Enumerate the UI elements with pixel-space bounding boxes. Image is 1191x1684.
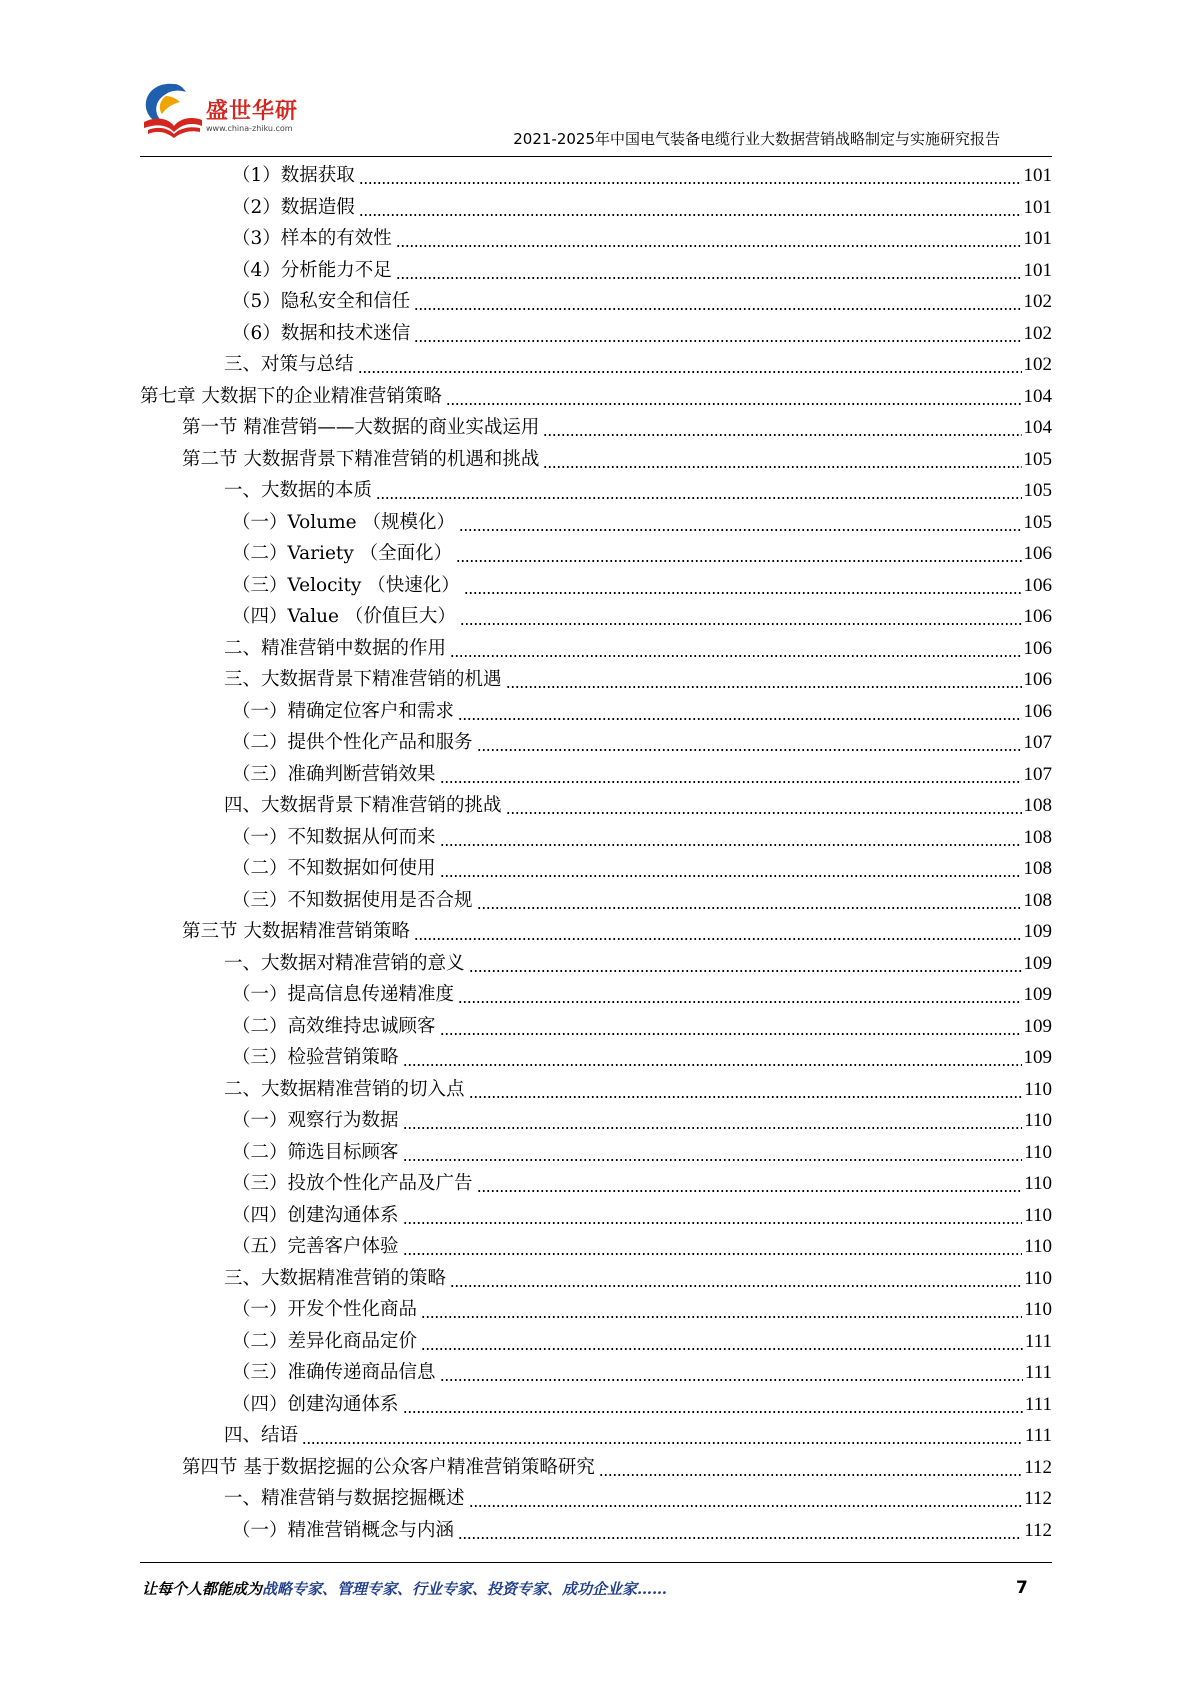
toc-entry-page: 106 [1023, 669, 1052, 690]
toc-leader-dots [440, 822, 1022, 854]
toc-entry[interactable] [140, 1137, 1052, 1169]
toc-entry[interactable] [140, 1011, 1052, 1043]
toc-entry-label: （二）Variety （全面化） [232, 543, 453, 564]
toc-entry-label: （三）准确判断营销效果 [232, 763, 436, 785]
toc-entry[interactable] [140, 570, 1052, 602]
toc-entry-page: 110 [1024, 1267, 1052, 1289]
toc-entry[interactable] [140, 948, 1052, 980]
toc-leader-dots [403, 1389, 1023, 1421]
toc-entry-page: 111 [1024, 1330, 1052, 1352]
toc-entry-page: 108 [1023, 858, 1052, 879]
toc-entry-page: 109 [1023, 984, 1052, 1005]
toc-entry-page: 109 [1023, 952, 1052, 974]
toc-entry[interactable] [140, 538, 1052, 570]
toc-entry-page: 106 [1023, 606, 1052, 627]
toc-entry-page: 101 [1023, 259, 1052, 281]
toc-entry-label: （四）Value （价值巨大） [232, 606, 456, 627]
logo-name: 盛世华研 [206, 99, 299, 124]
toc-entry-label: （三）Velocity （快速化） [232, 574, 460, 596]
toc-entry[interactable] [140, 192, 1052, 224]
toc-leader-dots [506, 664, 1022, 696]
toc-entry-page: 102 [1023, 354, 1052, 375]
toc-entry[interactable] [140, 1483, 1052, 1515]
toc-entry-label: 第四节 基于数据挖掘的公众客户精准营销策略研究 [182, 1456, 595, 1478]
toc-entry-page: 110 [1024, 1141, 1052, 1163]
toc-leader-dots [440, 1011, 1022, 1043]
toc-entry-label: （4）分析能力不足 [232, 259, 392, 281]
toc-entry[interactable] [140, 664, 1052, 696]
toc-entry-label: （1）数据获取 [232, 165, 355, 186]
toc-entry[interactable] [140, 885, 1052, 917]
toc-leader-dots [446, 381, 1022, 413]
toc-entry-page: 110 [1024, 1204, 1052, 1226]
toc-leader-dots [599, 1452, 1022, 1484]
toc-entry-page: 102 [1023, 291, 1052, 312]
toc-entry-label: （一）提高信息传递精准度 [232, 984, 455, 1005]
toc-entry-label: 二、大数据精准营销的切入点 [224, 1078, 465, 1100]
toc-entry-label: （二）高效维持忠诚顾客 [232, 1015, 436, 1037]
toc-entry-page: 101 [1023, 228, 1052, 249]
toc-leader-dots [414, 286, 1021, 318]
toc-entry-page: 111 [1024, 1425, 1052, 1446]
toc-entry-page: 106 [1023, 637, 1052, 659]
toc-entry[interactable] [140, 1515, 1052, 1547]
toc-entry-page: 105 [1023, 480, 1052, 501]
toc-entry-page: 112 [1024, 1488, 1052, 1509]
toc-entry-label: （四）创建沟通体系 [232, 1204, 399, 1226]
toc-entry-label: 一、大数据对精准营销的意义 [224, 952, 465, 974]
toc-entry[interactable] [140, 853, 1052, 885]
toc-leader-dots [456, 538, 1021, 570]
toc-entry[interactable] [140, 255, 1052, 287]
toc-leader-dots [403, 1137, 1023, 1169]
toc-entry[interactable] [140, 1074, 1052, 1106]
toc-entry-page: 110 [1024, 1236, 1052, 1257]
toc-entry-label: 第七章 大数据下的企业精准营销策略 [140, 385, 442, 407]
toc-entry-label: （一）不知数据从何而来 [232, 826, 436, 848]
page-number: 7 [1016, 1578, 1028, 1598]
toc-leader-dots [477, 1168, 1023, 1200]
toc-entry[interactable] [140, 1231, 1052, 1263]
toc-entry-page: 104 [1023, 417, 1052, 438]
toc-entry[interactable] [140, 160, 1052, 192]
toc-leader-dots [543, 412, 1021, 444]
toc-leader-dots [543, 444, 1021, 476]
toc-entry-label: 第二节 大数据背景下精准营销的机遇和挑战 [182, 448, 540, 470]
toc-entry-label: （三）不知数据使用是否合规 [232, 889, 473, 911]
toc-leader-dots [414, 916, 1022, 948]
toc-entry[interactable] [140, 286, 1052, 318]
table-of-contents [140, 160, 1052, 1546]
toc-entry[interactable] [140, 696, 1052, 728]
toc-entry-label: （三）准确传递商品信息 [232, 1362, 436, 1383]
toc-leader-dots [403, 1200, 1023, 1232]
toc-entry-page: 112 [1024, 1519, 1052, 1541]
toc-entry[interactable] [140, 759, 1052, 791]
toc-entry-page: 107 [1023, 763, 1052, 785]
toc-entry[interactable] [140, 1357, 1052, 1389]
toc-entry-label: 第三节 大数据精准营销策略 [182, 921, 410, 942]
toc-leader-dots [464, 570, 1022, 602]
toc-entry-page: 112 [1024, 1456, 1052, 1478]
toc-entry-label: （一）精准营销概念与内涵 [232, 1519, 455, 1541]
toc-entry[interactable] [140, 444, 1052, 476]
toc-entry-label: 一、精准营销与数据挖掘概述 [224, 1488, 465, 1509]
toc-entry-page: 105 [1023, 448, 1052, 470]
toc-entry-page: 101 [1023, 165, 1052, 186]
footer-divider [140, 1562, 1052, 1563]
toc-entry[interactable] [140, 1389, 1052, 1421]
toc-leader-dots [421, 1326, 1023, 1358]
toc-entry[interactable] [140, 1420, 1052, 1452]
toc-leader-dots [506, 790, 1022, 822]
toc-leader-dots [358, 349, 1022, 381]
toc-entry[interactable] [140, 601, 1052, 633]
toc-leader-dots [403, 1231, 1023, 1263]
toc-leader-dots [469, 1074, 1023, 1106]
toc-leader-dots [403, 1105, 1023, 1137]
page-header [140, 78, 1052, 154]
toc-entry[interactable] [140, 381, 1052, 413]
toc-leader-dots [469, 948, 1022, 980]
toc-entry[interactable] [140, 916, 1052, 948]
toc-entry-page: 109 [1023, 1047, 1052, 1068]
toc-leader-dots [440, 759, 1022, 791]
toc-entry[interactable] [140, 979, 1052, 1011]
toc-entry-label: （二）不知数据如何使用 [232, 858, 436, 879]
logo-url: www.china-zhiku.com [206, 124, 293, 133]
toc-leader-dots [440, 1357, 1023, 1389]
toc-leader-dots [458, 1515, 1022, 1547]
toc-entry-label: 四、结语 [224, 1425, 299, 1446]
toc-entry-label: （三）检验营销策略 [232, 1047, 399, 1068]
toc-leader-dots [460, 601, 1022, 633]
toc-entry-page: 102 [1023, 322, 1052, 344]
toc-leader-dots [459, 507, 1021, 539]
toc-leader-dots [469, 1483, 1023, 1515]
toc-entry-label: （3）样本的有效性 [232, 228, 392, 249]
toc-entry-label: （6）数据和技术迷信 [232, 322, 411, 344]
toc-entry-label: （一）观察行为数据 [232, 1110, 399, 1131]
toc-entry-page: 101 [1023, 196, 1052, 218]
toc-entry-page: 111 [1024, 1393, 1052, 1415]
toc-entry-label: （一）开发个性化商品 [232, 1299, 418, 1320]
header-divider [140, 156, 1052, 157]
toc-entry-page: 105 [1023, 511, 1052, 533]
toc-leader-dots [421, 1294, 1022, 1326]
toc-entry[interactable] [140, 1168, 1052, 1200]
toc-entry-label: （5）隐私安全和信任 [232, 291, 411, 312]
toc-entry-page: 110 [1024, 1173, 1052, 1194]
toc-entry-label: （四）创建沟通体系 [232, 1393, 399, 1415]
toc-entry-page: 106 [1023, 543, 1052, 564]
footer-slogan-highlight: 战略专家、管理专家、行业专家、投资专家、成功企业家…… [262, 1580, 668, 1598]
toc-entry-label: 三、大数据背景下精准营销的机遇 [224, 669, 502, 690]
toc-entry[interactable] [140, 1042, 1052, 1074]
toc-entry-page: 106 [1023, 574, 1052, 596]
toc-entry[interactable] [140, 1452, 1052, 1484]
toc-entry[interactable] [140, 727, 1052, 759]
toc-leader-dots [450, 633, 1021, 665]
toc-entry-label: （一）精确定位客户和需求 [232, 700, 455, 722]
toc-entry-page: 110 [1024, 1110, 1052, 1131]
toc-leader-dots [414, 318, 1021, 350]
toc-leader-dots [302, 1420, 1023, 1452]
toc-entry[interactable] [140, 412, 1052, 444]
toc-entry-page: 108 [1023, 826, 1052, 848]
toc-entry-label: （一）Volume （规模化） [232, 511, 456, 533]
report-title: 2021-2025年中国电气装备电缆行业大数据营销战略制定与实施研究报告 [513, 130, 1000, 148]
toc-leader-dots [403, 1042, 1022, 1074]
toc-entry-page: 104 [1023, 385, 1052, 407]
toc-entry-page: 106 [1023, 700, 1052, 722]
toc-entry-label: （二）差异化商品定价 [232, 1330, 418, 1352]
toc-entry-label: （三）投放个性化产品及广告 [232, 1173, 473, 1194]
toc-leader-dots [450, 1263, 1022, 1295]
toc-entry-label: 三、大数据精准营销的策略 [224, 1267, 447, 1289]
toc-entry-label: （二）筛选目标顾客 [232, 1141, 399, 1163]
toc-entry[interactable] [140, 223, 1052, 255]
toc-entry-label: 二、精准营销中数据的作用 [224, 637, 447, 659]
toc-entry-label: （2）数据造假 [232, 196, 355, 218]
toc-leader-dots [376, 475, 1021, 507]
company-logo [140, 78, 315, 148]
footer-slogan [142, 1578, 667, 1599]
toc-entry-page: 109 [1023, 1015, 1052, 1037]
toc-entry-label: 三、对策与总结 [224, 354, 354, 375]
toc-leader-dots [359, 160, 1022, 192]
toc-entry-page: 110 [1024, 1078, 1052, 1100]
toc-entry[interactable] [140, 790, 1052, 822]
toc-entry-label: 第一节 精准营销——大数据的商业实战运用 [182, 417, 540, 438]
toc-entry[interactable] [140, 1200, 1052, 1232]
toc-entry[interactable] [140, 507, 1052, 539]
toc-entry-label: （二）提供个性化产品和服务 [232, 732, 473, 753]
toc-entry-label: （五）完善客户体验 [232, 1236, 399, 1257]
toc-entry[interactable] [140, 1294, 1052, 1326]
toc-entry[interactable] [140, 318, 1052, 350]
toc-leader-dots [359, 192, 1022, 224]
toc-leader-dots [396, 223, 1022, 255]
toc-entry[interactable] [140, 1105, 1052, 1137]
toc-entry[interactable] [140, 349, 1052, 381]
toc-entry-page: 107 [1023, 732, 1052, 753]
toc-leader-dots [440, 853, 1022, 885]
toc-entry[interactable] [140, 822, 1052, 854]
toc-entry-page: 109 [1023, 921, 1052, 942]
toc-entry[interactable] [140, 1326, 1052, 1358]
toc-entry[interactable] [140, 1263, 1052, 1295]
toc-leader-dots [396, 255, 1022, 287]
logo-emblem-icon [140, 78, 204, 140]
toc-leader-dots [477, 727, 1022, 759]
toc-leader-dots [458, 979, 1021, 1011]
toc-entry-label: 四、大数据背景下精准营销的挑战 [224, 795, 502, 816]
toc-entry-page: 108 [1023, 795, 1052, 816]
toc-leader-dots [477, 885, 1022, 917]
toc-entry-label: 一、大数据的本质 [224, 480, 373, 501]
toc-entry-page: 111 [1024, 1362, 1052, 1383]
toc-entry[interactable] [140, 475, 1052, 507]
footer-slogan-prefix: 让每个人都能成为 [142, 1580, 263, 1598]
toc-entry-page: 110 [1024, 1299, 1052, 1320]
toc-leader-dots [458, 696, 1021, 728]
toc-entry[interactable] [140, 633, 1052, 665]
toc-entry-page: 108 [1023, 889, 1052, 911]
